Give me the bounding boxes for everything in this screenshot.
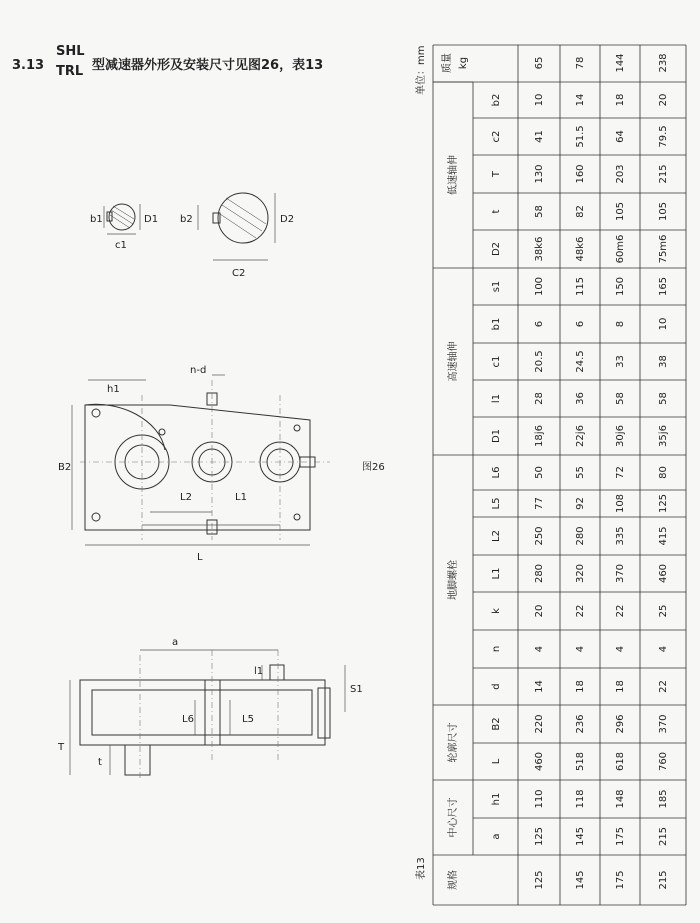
cell-145-c2: 51.5 — [575, 125, 586, 148]
header-mass-unit: kg — [458, 56, 469, 70]
cell-215-n: 4 — [658, 645, 669, 653]
cell-mass-145: 78 — [575, 56, 586, 70]
col-header-b2: B2 — [491, 717, 502, 731]
label-a: a — [172, 637, 179, 648]
label-b2: b2 — [180, 214, 193, 225]
col-header-b2: b2 — [491, 93, 502, 107]
cell-145-l: 518 — [575, 751, 586, 772]
cell-spec-125: 125 — [534, 870, 545, 890]
col-header-l: L — [491, 758, 502, 765]
cell-125-b2: 220 — [534, 714, 545, 734]
header-mass: 质量 — [442, 53, 453, 73]
header-spec: 规格 — [448, 870, 459, 890]
cell-215-t: 215 — [658, 164, 669, 184]
cell-175-l2: 335 — [615, 526, 626, 546]
cell-215-l1: 460 — [658, 563, 669, 584]
group-header-anchor: 地脚螺栓 — [448, 560, 459, 600]
cell-215-s1: 165 — [658, 276, 669, 297]
cell-125-l1: 280 — [534, 563, 545, 584]
cell-125-l1: 28 — [534, 392, 545, 405]
cell-175-t: 203 — [615, 164, 626, 184]
cell-175-l5: 108 — [615, 493, 626, 514]
cell-215-l1: 58 — [658, 392, 669, 405]
cell-125-d1: 18j6 — [534, 425, 545, 447]
cell-125-l6: 50 — [534, 466, 545, 479]
cell-145-l1: 36 — [575, 392, 586, 405]
label-d1: D1 — [144, 214, 159, 225]
group-header-center: 中心尺寸 — [448, 797, 459, 838]
cell-spec-145: 145 — [575, 870, 586, 890]
cell-145-c1: 24.5 — [575, 350, 586, 373]
cell-215-t: 105 — [658, 201, 669, 222]
group-header-outline: 轮廓尺寸 — [448, 722, 459, 763]
col-header-a: a — [491, 833, 502, 840]
cell-125-h1: 110 — [534, 789, 545, 809]
col-header-t: t — [491, 209, 502, 214]
cell-145-d1: 22j6 — [575, 425, 586, 447]
cell-125-b1: 6 — [534, 320, 545, 328]
cell-215-d2: 75m6 — [658, 234, 669, 264]
label-s1: S1 — [350, 684, 363, 695]
cell-145-l1: 320 — [575, 563, 586, 584]
cell-125-n: 4 — [534, 645, 545, 653]
cell-215-b1: 10 — [658, 317, 669, 331]
cell-125-t: 130 — [534, 164, 545, 184]
label-l1: L1 — [235, 492, 247, 503]
cell-175-b1: 8 — [615, 320, 626, 328]
cell-215-c2: 79.5 — [658, 125, 669, 148]
col-header-l1: l1 — [491, 393, 502, 404]
cell-215-b2: 370 — [658, 714, 669, 734]
label-l: L — [197, 552, 203, 563]
col-header-k: k — [491, 608, 502, 614]
cell-145-l6: 55 — [575, 466, 586, 479]
cell-175-c2: 64 — [615, 130, 626, 143]
cell-145-l5: 92 — [575, 497, 586, 510]
cell-125-d: 14 — [534, 680, 545, 693]
cell-175-l: 618 — [615, 751, 626, 772]
cell-125-b2: 10 — [534, 93, 545, 107]
label-b1: b1 — [90, 214, 103, 225]
cell-125-a: 125 — [534, 826, 545, 847]
label-n-d: n-d — [190, 365, 207, 376]
group-header-low: 低速轴伸 — [448, 155, 459, 195]
heading-text: 型减速器外形及安装尺寸见图26，表13 — [92, 58, 324, 73]
cell-145-b2: 14 — [575, 93, 586, 107]
cell-215-c1: 38 — [658, 355, 669, 368]
cell-125-t: 58 — [534, 205, 545, 218]
cell-145-a: 145 — [575, 826, 586, 847]
col-header-l6: L6 — [491, 466, 502, 479]
cell-125-k: 20 — [534, 604, 545, 618]
cell-175-b2: 296 — [615, 714, 626, 734]
col-header-s1: s1 — [491, 280, 502, 293]
cell-145-b2: 236 — [575, 714, 586, 734]
cell-175-l6: 72 — [615, 466, 626, 479]
model-trl: TRL — [56, 64, 84, 79]
cell-145-l2: 280 — [575, 526, 586, 546]
col-header-l5: L5 — [491, 497, 502, 510]
label-c1: c1 — [115, 240, 127, 251]
cell-145-d2: 48k6 — [575, 236, 586, 262]
col-header-c1: c1 — [491, 355, 502, 368]
label-d2: D2 — [280, 214, 295, 225]
cell-175-l1: 58 — [615, 392, 626, 405]
col-header-t: T — [491, 170, 502, 178]
label-l1-shaft: l1 — [254, 666, 264, 677]
group-header-high: 高速轴伸 — [448, 341, 459, 382]
cell-215-k: 25 — [658, 604, 669, 618]
cell-125-c1: 20.5 — [534, 350, 545, 373]
cell-145-k: 22 — [575, 604, 586, 618]
col-header-d: d — [491, 683, 502, 690]
cell-145-b1: 6 — [575, 320, 586, 328]
label-l2: L2 — [180, 492, 192, 503]
cell-145-t: 82 — [575, 205, 586, 218]
cell-mass-125: 65 — [534, 56, 545, 70]
cell-125-s1: 100 — [534, 276, 545, 297]
label-h1: h1 — [107, 384, 120, 395]
label-l5: L5 — [242, 714, 254, 725]
cell-175-b2: 18 — [615, 93, 626, 107]
col-header-c2: c2 — [491, 130, 502, 143]
cell-175-c1: 33 — [615, 355, 626, 368]
cell-125-c2: 41 — [534, 130, 545, 143]
col-header-l2: L2 — [491, 530, 502, 542]
cell-175-d2: 60m6 — [615, 234, 626, 264]
col-header-b1: b1 — [491, 317, 502, 331]
col-header-d1: D1 — [491, 428, 502, 444]
cell-175-t: 105 — [615, 201, 626, 222]
cell-145-h1: 118 — [575, 789, 586, 809]
col-header-d2: D2 — [491, 241, 502, 257]
label-t-upper: T — [58, 742, 65, 753]
cell-mass-215: 238 — [658, 53, 669, 73]
cell-spec-175: 175 — [615, 870, 626, 890]
cell-175-a: 175 — [615, 826, 626, 847]
table-unit: 单位：mm — [416, 45, 427, 95]
figure-caption: 图26 — [362, 462, 385, 473]
cell-125-l2: 250 — [534, 526, 545, 546]
cell-215-l: 760 — [658, 751, 669, 772]
cell-215-a: 215 — [658, 826, 669, 847]
cell-215-l5: 125 — [658, 493, 669, 514]
cell-215-d1: 35j6 — [658, 425, 669, 447]
col-header-n: n — [491, 645, 502, 653]
cell-175-d1: 30j6 — [615, 425, 626, 447]
cell-175-n: 4 — [615, 645, 626, 653]
cell-175-h1: 148 — [615, 789, 626, 809]
cell-mass-175: 144 — [615, 53, 626, 73]
table-grid — [433, 45, 686, 905]
cell-215-l6: 80 — [658, 466, 669, 479]
cell-215-h1: 185 — [658, 789, 669, 809]
model-shl: SHL — [56, 44, 85, 59]
cell-215-b2: 20 — [658, 93, 669, 107]
cell-125-l: 460 — [534, 751, 545, 772]
label-c2: C2 — [232, 268, 246, 279]
cell-145-n: 4 — [575, 645, 586, 653]
cell-145-t: 160 — [575, 164, 586, 184]
cell-215-d: 22 — [658, 680, 669, 693]
label-b2-outline: B2 — [58, 462, 72, 473]
cell-145-s1: 115 — [575, 276, 586, 297]
cell-125-l5: 77 — [534, 497, 545, 510]
cell-125-d2: 38k6 — [534, 236, 545, 262]
col-header-h1: h1 — [491, 792, 502, 806]
cell-175-k: 22 — [615, 604, 626, 618]
cell-215-l2: 415 — [658, 526, 669, 546]
cell-175-d: 18 — [615, 680, 626, 693]
col-header-l1: L1 — [491, 567, 502, 580]
cell-145-d: 18 — [575, 680, 586, 693]
cell-175-s1: 150 — [615, 276, 626, 297]
table-label: 表13 — [416, 857, 427, 880]
cell-spec-215: 215 — [658, 870, 669, 890]
cell-175-l1: 370 — [615, 563, 626, 584]
label-t-lower: t — [98, 757, 102, 768]
label-l6: L6 — [182, 714, 194, 725]
section-number: 3.13 — [12, 58, 45, 73]
